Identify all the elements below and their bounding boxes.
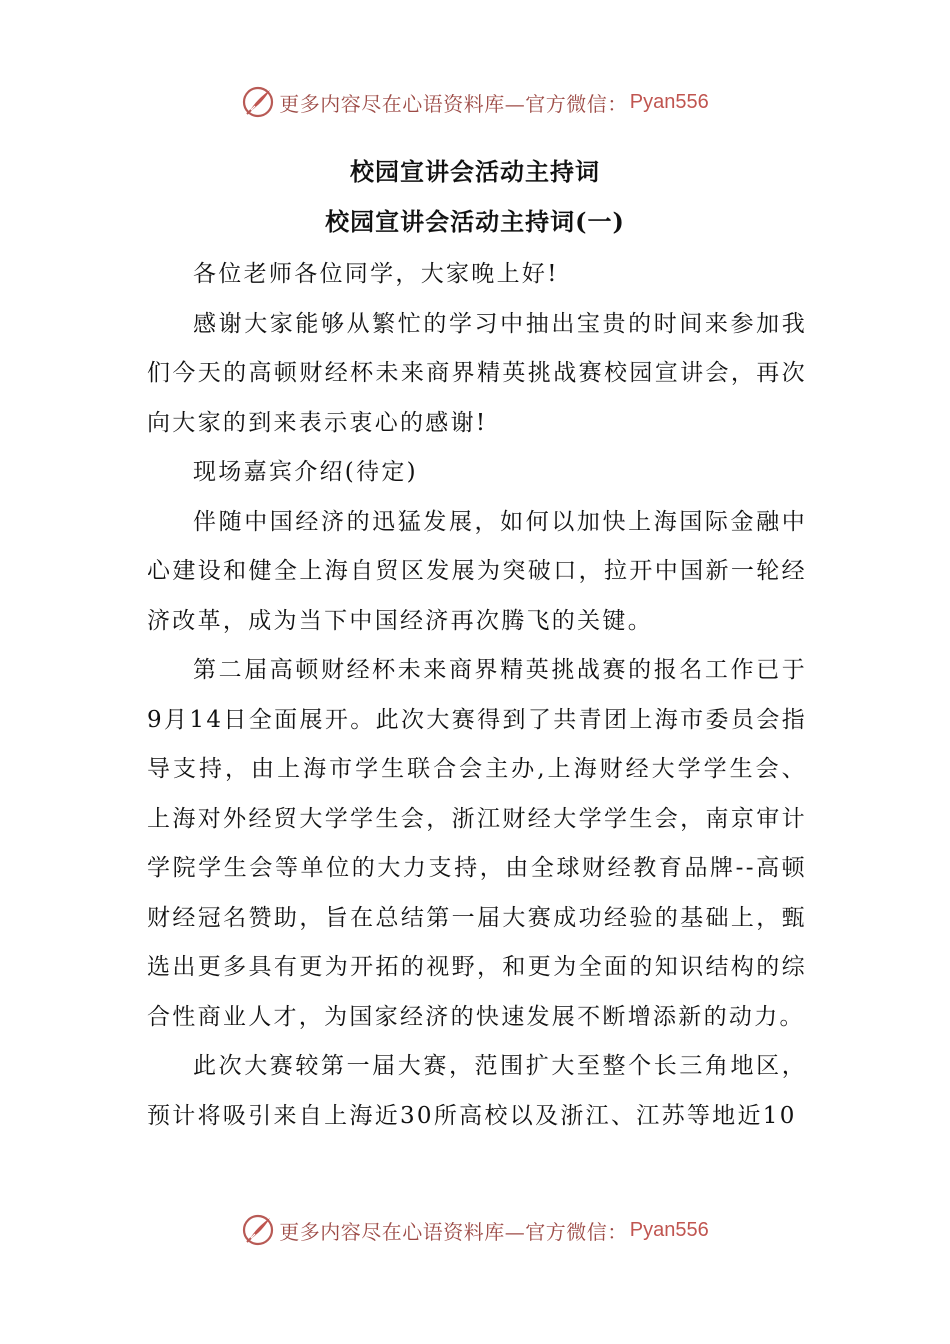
paragraph: 伴随中国经济的迅猛发展，如何以加快上海国际金融中心建设和健全上海自贸区发展为突破口，拉开中国新一轮经济改革，成为当下中国经济再次腾飞的关键。 [147, 508, 807, 634]
paragraph: 各位老师各位同学，大家晚上好! [193, 261, 559, 287]
document-subtitle: 校园宣讲会活动主持词(一) [325, 207, 625, 236]
watermark-wechat-id: Pyan556 [629, 1218, 709, 1241]
document-title: 校园宣讲会活动主持词 [350, 157, 600, 186]
watermark-text: 更多内容尽在心语资料库—官方微信： [279, 91, 628, 116]
watermark-wechat-id: Pyan556 [629, 90, 709, 113]
quill-pen-logo-icon [241, 85, 275, 119]
quill-pen-logo-icon [241, 1213, 275, 1247]
paragraph: 感谢大家能够从繁忙的学习中抽出宝贵的时间来参加我们今天的高顿财经杯未来商界精英挑战赛校园宣讲会，再次向大家的到来表示衷心的感谢! [147, 310, 807, 436]
document-body [147, 250, 807, 1141]
paragraph: 现场嘉宾介绍(待定) [193, 459, 418, 485]
paragraph: 此次大赛较第一届大赛，范围扩大至整个长三角地区，预计将吸引来自上海近30所高校以及浙江、江苏等地近10 [147, 1053, 807, 1129]
watermark-text: 更多内容尽在心语资料库—官方微信： [279, 1219, 628, 1244]
paragraph: 第二届高顿财经杯未来商界精英挑战赛的报名工作已于9月14日全面展开。此次大赛得到了共青团上海市委员会指导支持，由上海市学生联合会主办,上海财经大学学生会、上海对外经贸大学学生会，浙江财经大学学生会，南京审计学院学生会等单位的大力支持，由全球财经教育品牌--高顿财经冠名赞助，旨在总结第一届大赛成功经验的基础上，甄选出更多具有更为开拓的视野，和更为全面的知识结构的综合性商业人才，为国家经济的快速发展不断增添新的动力。 [147, 657, 807, 1030]
footer-watermark-banner [0, 1208, 950, 1252]
header-watermark-banner [0, 80, 950, 124]
